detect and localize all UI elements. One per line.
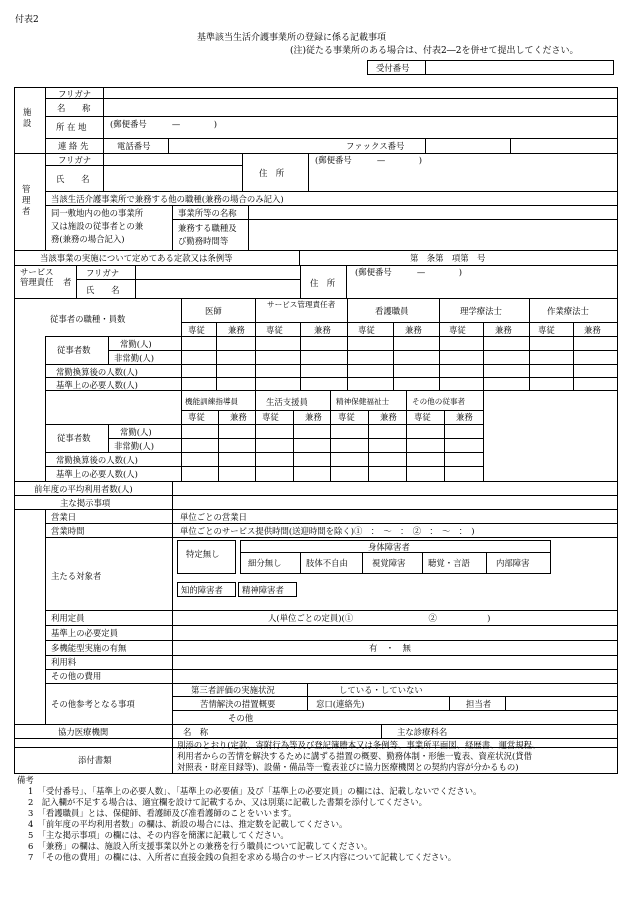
job-functional-trainer: 機能訓練指導員 [185,397,239,406]
psw-fulltime: 専従 [338,412,355,422]
others-label: その他 [228,713,254,723]
physical-type-internal: 内部障害 [496,558,530,568]
workers-label-1: 従事者数 [57,345,91,355]
workers-label-2: 従事者数 [57,433,91,443]
irregular-label-1: 非常勤(人) [114,353,155,363]
business-hours-label: 営業時間 [51,526,85,536]
service-manager-postal-code: (郵便番号 — ) [355,267,463,277]
facility-address-label: 所 在 地 [56,122,87,132]
note-5: 5 「主な掲示事項」の欄には、その内容を簡潔に記載してください。 [28,830,289,840]
multifunction-value: 有 ・ 無 [369,643,411,653]
note-6: 6 「兼務」の欄は、施設入所支援事業以外との兼務を行う職員について記載してください。 [28,841,373,851]
facility-fax-label: ファックス番号 [346,141,405,151]
job-service-manager: サービス管理責任者 [267,300,336,309]
third-party-label: 第三者評価の実施状況 [191,685,275,695]
regular-label-1: 常勤(人) [120,339,152,349]
manager-same-site-label-2: 又は施設の従事者との兼 [51,221,144,231]
manager-same-site-label-3: 務(兼務の場合記入) [51,234,125,244]
attachments-text-3: 対照表・財産目録等)、設備・備品等一覧表並びに協力医療機関との契約内容が分かるもの) [177,762,519,772]
note-2: 2 記入欄が不足する場合は、適宜欄を設けて記載するか、又は別葉に記載した書類を添付してください。 [28,797,427,807]
business-days-label: 営業日 [51,512,77,522]
job-nurse: 看護職員 [375,306,409,316]
ot-fulltime: 専従 [538,325,555,335]
other-fee-label: その他の費用 [51,671,102,681]
facility-phone-label: 電話番号 [117,141,151,151]
attachments-text-1: 別添のとおり(定款、寄附行為等及び登記簿謄本又は条例等、事業所平面図、経歴書、運営規程、 [177,740,541,750]
coop-name-label: 名 称 [183,727,209,737]
concurrent-role-label-1: 兼務する職種及 [178,223,237,233]
concurrent-role-label-2: び勤務時間等 [178,236,229,246]
service-manager-address-label: 住 所 [310,278,336,288]
avg-users-label: 前年度の平均利用者数(人) [34,484,133,494]
ft-fulltime: 専従 [188,412,205,422]
manager-same-site-label-1: 同一敷地内の他の事業所 [51,208,144,218]
job-doctor: 医師 [205,306,222,316]
facility-name-field[interactable] [104,99,618,116]
attachments-label: 添付書類 [78,755,112,765]
job-physical-therapist: 理学療法士 [460,306,502,316]
facility-furigana-label: フリガナ [58,89,92,99]
target-users-label: 主たる対象者 [51,571,102,581]
business-days-unit: 単位ごとの営業日 [180,512,247,522]
manager-name-label: 氏 名 [56,174,90,184]
window-label: 窓口(連絡先) [316,699,365,709]
office-name-label: 事業所等の名称 [178,208,237,218]
attachment-label: 付表2 [15,15,39,25]
psw-concurrent: 兼務 [380,412,397,422]
manager-concurrent-job-label: 当該生活介護事業所で兼務する他の職種(兼務の場合のみ記入) [51,194,284,204]
physical-type-visual: 視覚障害 [372,558,406,568]
doctor-fulltime: 専従 [188,325,205,335]
job-life-supporter: 生活支援員 [266,397,308,407]
manager-section-label: 管理者 [22,184,31,216]
physical-type-hearing: 聴覚・言語 [428,558,470,568]
facility-name-label: 名 称 [57,103,91,113]
multifunction-label: 多機能型実施の有無 [51,643,127,653]
business-hours-unit: 単位ごとのサービス提供時間(送迎時間を除く)① ： ～ ： ② ： ～ ： ) [180,526,475,536]
unspecified-label: 特定無し [186,549,220,559]
service-manager-label-1: サービス [20,267,54,277]
facility-fax-field[interactable] [511,139,618,153]
complaint-label: 苦情解決の措置概要 [200,699,276,709]
instruction-note: (注)従たる事業所のある場合は、付表2―2を併せて提出してください。 [290,46,579,56]
notes-heading: 備考 [17,775,34,785]
staff-section-label: 従事者の職種・員数 [50,314,126,324]
physical-type-unsubdivided: 細分無し [248,558,282,568]
irregular-label-2: 非常勤(人) [114,441,155,451]
ls-fulltime: 専従 [262,412,279,422]
required-label-1: 基準上の必要人数(人) [56,380,138,390]
capacity-label: 利用定員 [51,613,85,623]
required-capacity-label: 基準上の必要定員 [51,628,118,638]
intellectual-label: 知的障害者 [181,585,223,595]
regular-label-2: 常勤(人) [120,427,152,437]
pt-concurrent: 兼務 [495,325,512,335]
fee-label: 利用料 [51,657,77,667]
job-occupational-therapist: 作業療法士 [547,306,589,316]
manager-name-field[interactable] [104,166,242,191]
job-psychiatric-social-worker: 精神保健福祉士 [336,397,390,406]
pt-fulltime: 専従 [449,325,466,335]
physical-type-limb: 肢体不自由 [306,558,348,568]
doctor-concurrent: 兼務 [228,325,245,335]
facility-contact-label: 連 絡 先 [58,141,89,151]
office-name-field[interactable] [249,206,618,219]
service-manager-furigana-label: フリガナ [86,268,120,278]
coop-medical-label: 協力医療機関 [58,727,109,737]
fte-label-1: 常勤換算後の人数(人) [56,367,138,377]
page-title: 基準該当生活介護事業所の登録に係る記載事項 [197,33,387,43]
capacity-unit: 人(単位ごとの定員)(① ② ) [268,613,491,623]
reference-label: その他参考となる事項 [51,699,135,709]
facility-postal-code: (郵便番号 — ) [110,119,218,129]
facility-furigana-field[interactable] [104,88,618,98]
regulation-article: 第 条第 項第 号 [410,253,486,263]
physical-label: 身体障害者 [368,542,410,552]
sm-concurrent: 兼務 [314,325,331,335]
service-manager-name-label: 氏 名 [86,285,120,295]
job-other-staff: その他の従事者 [412,397,466,406]
regulation-label: 当該事業の実施について定めてある定款又は条例等 [40,253,233,263]
manager-address-label: 住 所 [259,168,285,178]
reception-number-field[interactable] [426,61,613,74]
note-1: 1 「受付番号」、「基準上の必要人数」、「基準上の必要値」及び「基準上の必要定員」の欄には、記載しないでください。 [28,786,482,796]
manager-furigana-label: フリガナ [58,155,92,165]
facility-section-label: 施設 [23,107,32,128]
other-concurrent: 兼務 [456,412,473,422]
third-party-value: している・していない [339,685,423,695]
nurse-fulltime: 専従 [358,325,375,335]
facility-phone-field[interactable] [169,139,345,153]
nurse-concurrent: 兼務 [405,325,422,335]
ft-concurrent: 兼務 [230,412,247,422]
note-7: 7 「その他の費用」の欄には、入所者に直接金銭の負担を求める場合のサービス内容について記載してください。 [28,852,457,862]
attachments-text-2: 利用者からの苦情を解決するために講ずる措置の概要、勤務体制・形態一覧表、資産状況(貸借 [177,751,533,761]
reception-number-label: 受付番号 [376,63,410,73]
service-manager-label-3: 者 [63,277,72,287]
mental-label: 精神障害者 [242,585,284,595]
manager-postal-code: (郵便番号 — ) [315,155,423,165]
manager-furigana-field[interactable] [104,154,242,165]
coop-dept-label: 主な診療科名 [397,727,448,737]
sm-fulltime: 専従 [266,325,283,335]
required-label-2: 基準上の必要人数(人) [56,469,138,479]
fte-label-2: 常勤換算後の人数(人) [56,455,138,465]
attachments-row [14,738,618,774]
other-fulltime: 専従 [414,412,431,422]
ot-concurrent: 兼務 [584,325,601,335]
service-manager-furigana-field[interactable] [136,266,300,279]
service-manager-label-2: 管理責任 [20,277,54,287]
posting-label: 主な掲示事項 [60,498,111,508]
note-3: 3 「看護職員」とは、保健師、看護師及び准看護師のことをいいます。 [28,808,297,818]
ls-concurrent: 兼務 [305,412,322,422]
person-in-charge-label: 担当者 [466,699,492,709]
note-4: 4 「前年度の平均利用者数」の欄は、新設の場合には、推定数を記載してください。 [28,819,348,829]
service-manager-name-field[interactable] [136,280,300,298]
